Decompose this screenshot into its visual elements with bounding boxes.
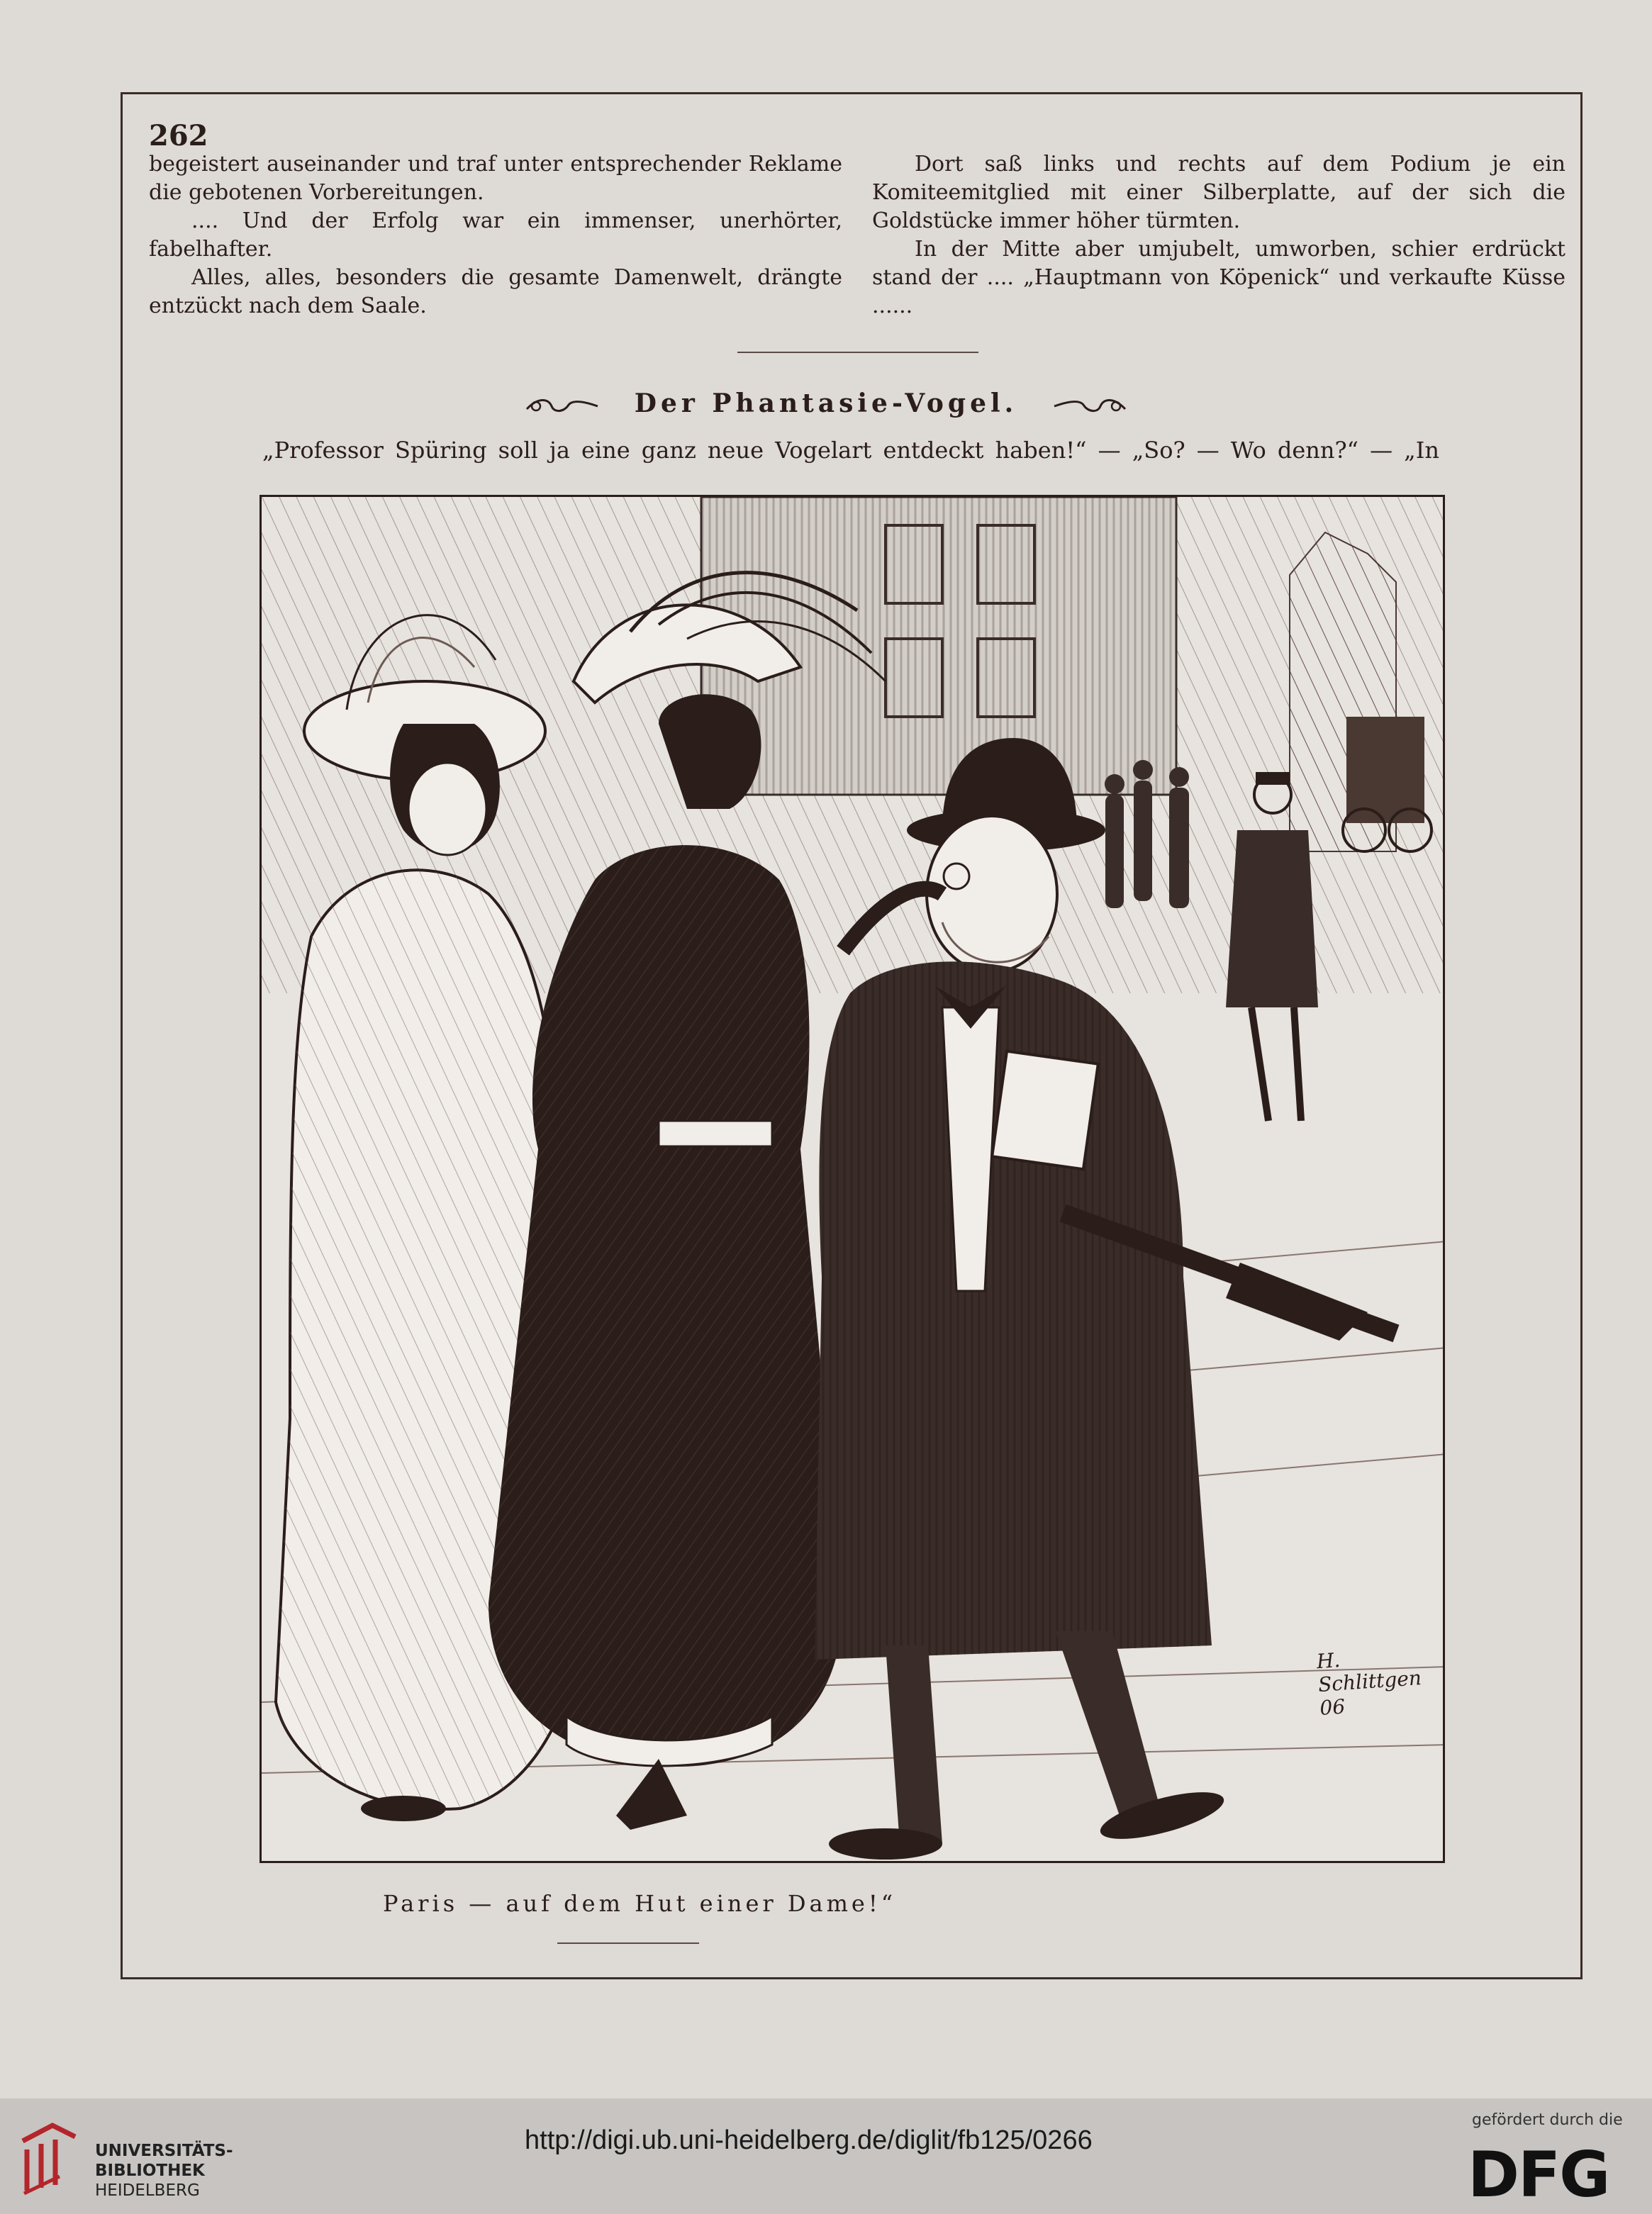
paragraph: .... Und der Erfolg war ein immenser, unerhörter, fabelhafter. xyxy=(149,208,842,262)
library-name-line: HEIDELBERG xyxy=(95,2181,200,2200)
artist-signature: H. Schlittgen 06 xyxy=(1315,1648,1422,1721)
section-divider xyxy=(737,352,978,353)
heading-text: Der Phantasie-Vogel. xyxy=(634,388,1018,418)
document-url-link[interactable]: http://digi.ub.uni-heidelberg.de/diglit/fb125/0266 xyxy=(525,2125,1093,2155)
illustration-caption-bottom: Paris — auf dem Hut einer Dame!“ xyxy=(383,1890,897,1917)
flourish-left-icon xyxy=(523,395,601,416)
library-logo[interactable] xyxy=(17,2120,233,2200)
library-name-line: UNIVERSITÄTS- xyxy=(95,2142,233,2160)
text-column-right xyxy=(872,150,1566,320)
dfg-logo[interactable]: DFG xyxy=(1468,2138,1609,2211)
viewer-footer xyxy=(0,2098,1652,2214)
illustration xyxy=(259,495,1445,1863)
illustration-drawing xyxy=(262,497,1445,1863)
paragraph: In der Mitte aber umjubelt, umworben, schier erdrückt stand der .... „Hauptmann von Köpenick“ und verkaufte Küsse ...... xyxy=(872,237,1566,318)
library-logo-icon xyxy=(17,2120,81,2198)
library-name-line: BIBLIOTHEK xyxy=(95,2162,205,2180)
illustration-caption-top: „Professor Spüring soll ja eine ganz neue Vogelart entdeckt haben!“ — „So? — Wo denn?“ — „In xyxy=(262,437,1439,464)
text-column-left xyxy=(149,150,842,320)
paragraph: Alles, alles, besonders die gesamte Damenwelt, drängte entzückt nach dem Saale. xyxy=(149,265,842,318)
paragraph: Dort saß links und rechts auf dem Podium je ein Komiteemitglied mit einer Silberplatte, auf der sich die Goldstücke immer höher türmten. xyxy=(872,152,1566,233)
section-heading xyxy=(0,388,1652,418)
funding-label: gefördert durch die xyxy=(1472,2111,1623,2129)
paragraph: begeistert auseinander und traf unter entsprechender Reklame die gebotenen Vorbereitungen. xyxy=(149,152,842,205)
page-number: 262 xyxy=(149,119,208,152)
flourish-right-icon xyxy=(1051,395,1129,416)
library-name xyxy=(95,2141,233,2201)
end-divider xyxy=(557,1942,699,1944)
